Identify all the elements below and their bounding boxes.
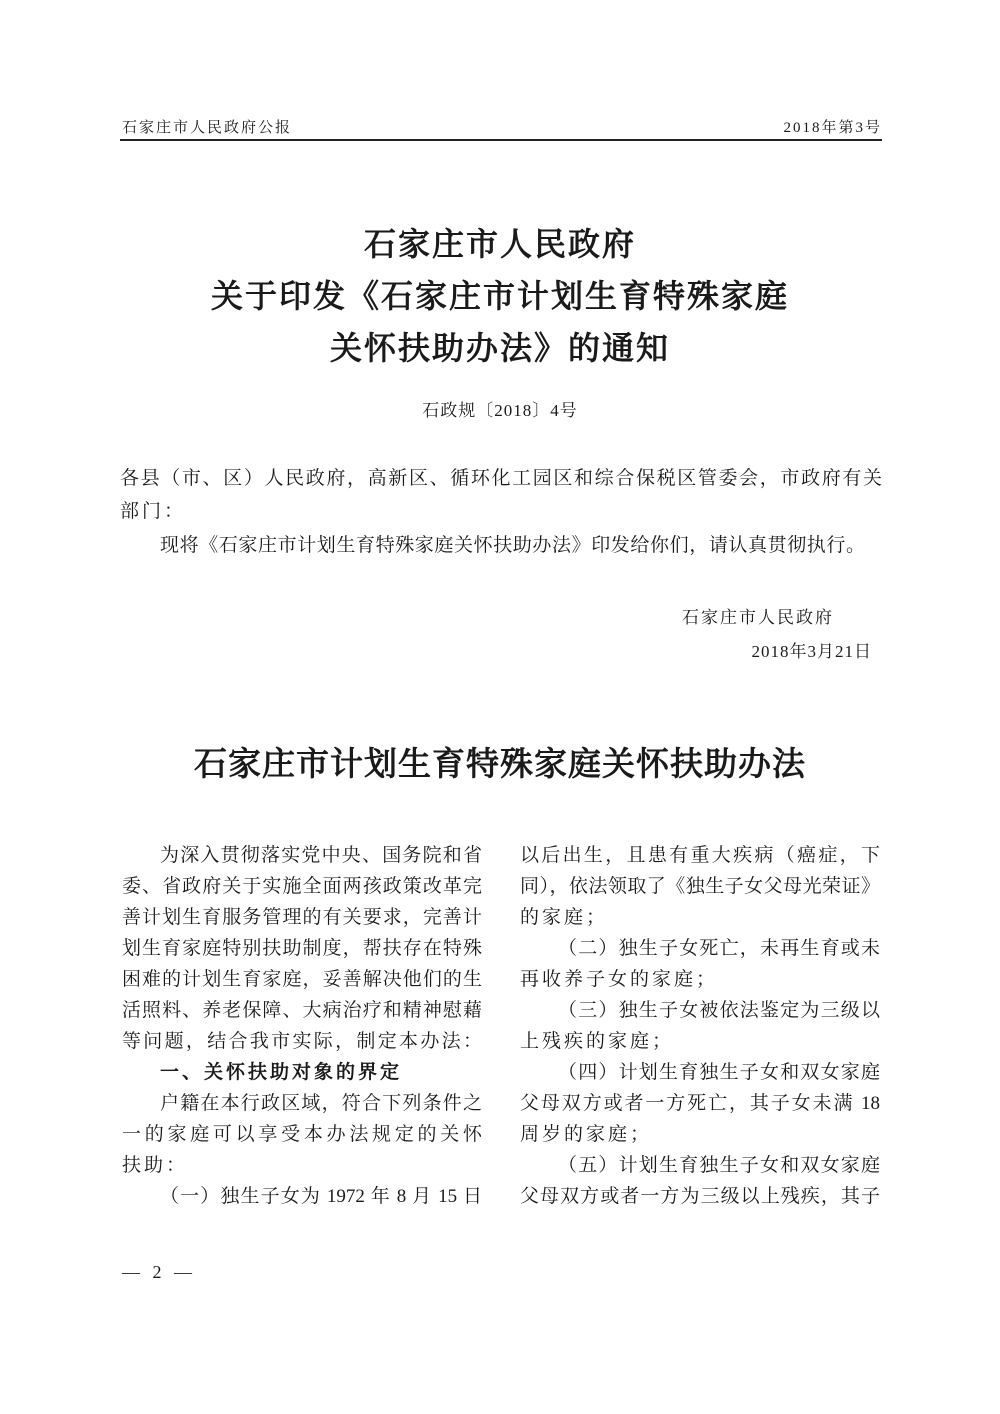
paragraph-line: 一的家庭可以享受本办法规定的关怀 (122, 1124, 482, 1145)
document-number: 石政规〔2018〕4号 (422, 401, 578, 420)
issue-number: 2018年第3号 (783, 120, 882, 136)
paragraph-line: 划生育家庭特别扶助制度，帮扶存在特殊 (122, 938, 482, 959)
right-column (520, 840, 880, 1212)
salutation-line: 各县（市、区）人民政府，高新区、循环化工园区和综合保税区管委会，市政府有关 (120, 468, 882, 489)
notice-title-line: 石家庄市人民政府 (363, 226, 636, 262)
paragraph-line: （五）计划生育独生子女和双女家庭 (558, 1155, 880, 1176)
paragraph-line: 困难的计划生育家庭，妥善解决他们的生 (122, 969, 482, 990)
paragraph-line: 户籍在本行政区域，符合下列条件之 (160, 1093, 482, 1114)
paragraph-line: 父母双方或者一方为三级以上残疾，其子 (520, 1186, 880, 1207)
publication-name: 石家庄市人民政府公报 (122, 120, 293, 136)
paragraph-line: 善计划生育服务管理的有关要求，完善计 (122, 907, 482, 928)
paragraph-line: 的家庭； (520, 907, 609, 928)
measures-title: 石家庄市计划生育特殊家庭关怀扶助办法 (194, 747, 806, 783)
paragraph-line: 扶助： (122, 1155, 189, 1176)
paragraph-line: （一）独生子女为 1972 年 8 月 15 日 (160, 1186, 482, 1207)
notice-title-line: 关于印发《石家庄市计划生育特殊家庭 (210, 278, 789, 314)
paragraph-line: （二）独生子女死亡，未再生育或未 (558, 938, 880, 959)
paragraph-line: （四）计划生育独生子女和双女家庭 (558, 1062, 880, 1083)
section-heading: 一、关怀扶助对象的界定 (160, 1062, 403, 1083)
paragraph-line: 同），依法领取了《独生子女父母光荣证》 (520, 876, 880, 897)
paragraph-line: 上残疾的家庭； (520, 1031, 675, 1052)
paragraph-line: 周岁的家庭； (520, 1124, 653, 1145)
header-rule (120, 139, 882, 141)
paragraph-line: 委、省政府关于实施全面两孩政策改革完 (122, 876, 482, 897)
notice-title-line: 关怀扶助办法》的通知 (329, 330, 670, 366)
notice-title (0, 218, 1000, 374)
signer: 石家庄市人民政府 (682, 608, 834, 627)
paragraph-line: 以后出生，且患有重大疾病（癌症，下 (520, 845, 880, 866)
paragraph-line: 为深入贯彻落实党中央、国务院和省 (160, 845, 482, 866)
paragraph-line: 活照料、养老保障、大病治疗和精神慰藉 (122, 1000, 482, 1021)
salutation-line: 部门： (120, 501, 187, 522)
notice-body: 现将《石家庄市计划生育特殊家庭关怀扶助办法》印发给你们，请认真贯彻执行。 (160, 535, 866, 556)
notice-date: 2018年3月21日 (751, 642, 872, 661)
paragraph-line: 再收养子女的家庭； (520, 969, 719, 990)
paragraph-line: 父母双方或者一方死亡，其子女未满 18 (520, 1093, 880, 1114)
page-number: — 2 — (122, 1262, 196, 1282)
paragraph-line: （三）独生子女被依法鉴定为三级以 (558, 1000, 880, 1021)
left-column (122, 840, 482, 1212)
paragraph-line: 等问题，结合我市实际，制定本办法： (122, 1031, 482, 1052)
